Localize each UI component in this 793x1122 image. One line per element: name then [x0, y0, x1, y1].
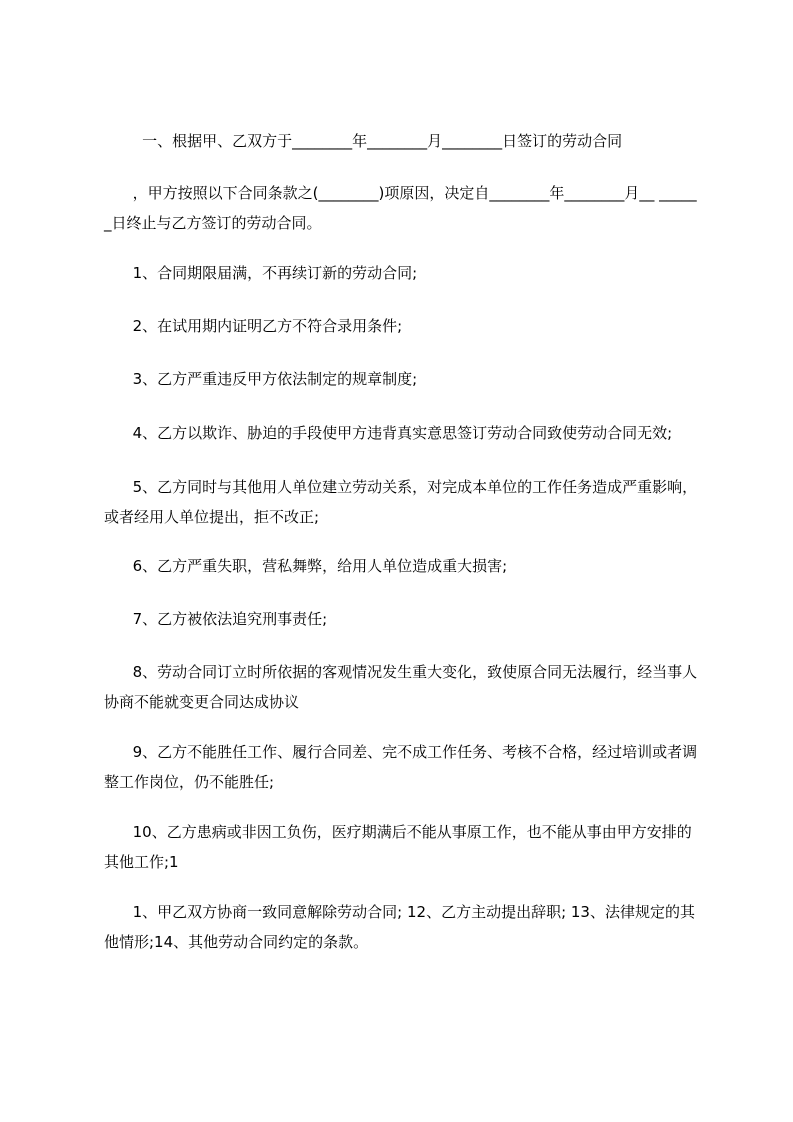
- clause-4: 4、乙方以欺诈、胁迫的手段使甲方违背真实意思签订劳动合同致使劳动合同无效;: [104, 424, 673, 442]
- clause-5: 5、乙方同时与其他用人单位建立劳动关系，对完成本单位的工作任务造成严重影响，或者经用人单位提出，拒不改正;: [104, 478, 698, 526]
- clause-1: 1、合同期限届满，不再续订新的劳动合同;: [104, 264, 418, 282]
- clause-2: 2、在试用期内证明乙方不符合录用条件;: [104, 317, 403, 335]
- clause-7: 7、乙方被依法追究刑事责任;: [104, 610, 328, 628]
- paragraph-intro: 一、根据甲、乙双方于________年________月________日签订的劳动合同: [104, 132, 623, 150]
- clause-6: 6、乙方严重失职，营私舞弊，给用人单位造成重大损害;: [104, 557, 508, 575]
- paragraph-termination-decision: ，甲方按照以下合同条款之(________)项原因，决定自________年________月__ ______日终止与乙方签订的劳动合同。: [104, 184, 697, 232]
- clause-3: 3、乙方严重违反甲方依法制定的规章制度;: [104, 370, 418, 388]
- clause-9: 9、乙方不能胜任工作、履行合同差、完不成工作任务、考核不合格，经过培训或者调整工作岗位，仍不能胜任;: [104, 743, 698, 791]
- clause-11-14: 1、甲乙双方协商一致同意解除劳动合同; 12、乙方主动提出辞职; 13、法律规定的其他情形;14、其他劳动合同约定的条款。: [104, 903, 695, 951]
- clause-10: 10、乙方患病或非因工负伤，医疗期满后不能从事原工作，也不能从事由甲方安排的其他工作;1: [104, 823, 692, 871]
- clause-8: 8、劳动合同订立时所依据的客观情况发生重大变化，致使原合同无法履行，经当事人协商不能就变更合同达成协议: [104, 663, 698, 711]
